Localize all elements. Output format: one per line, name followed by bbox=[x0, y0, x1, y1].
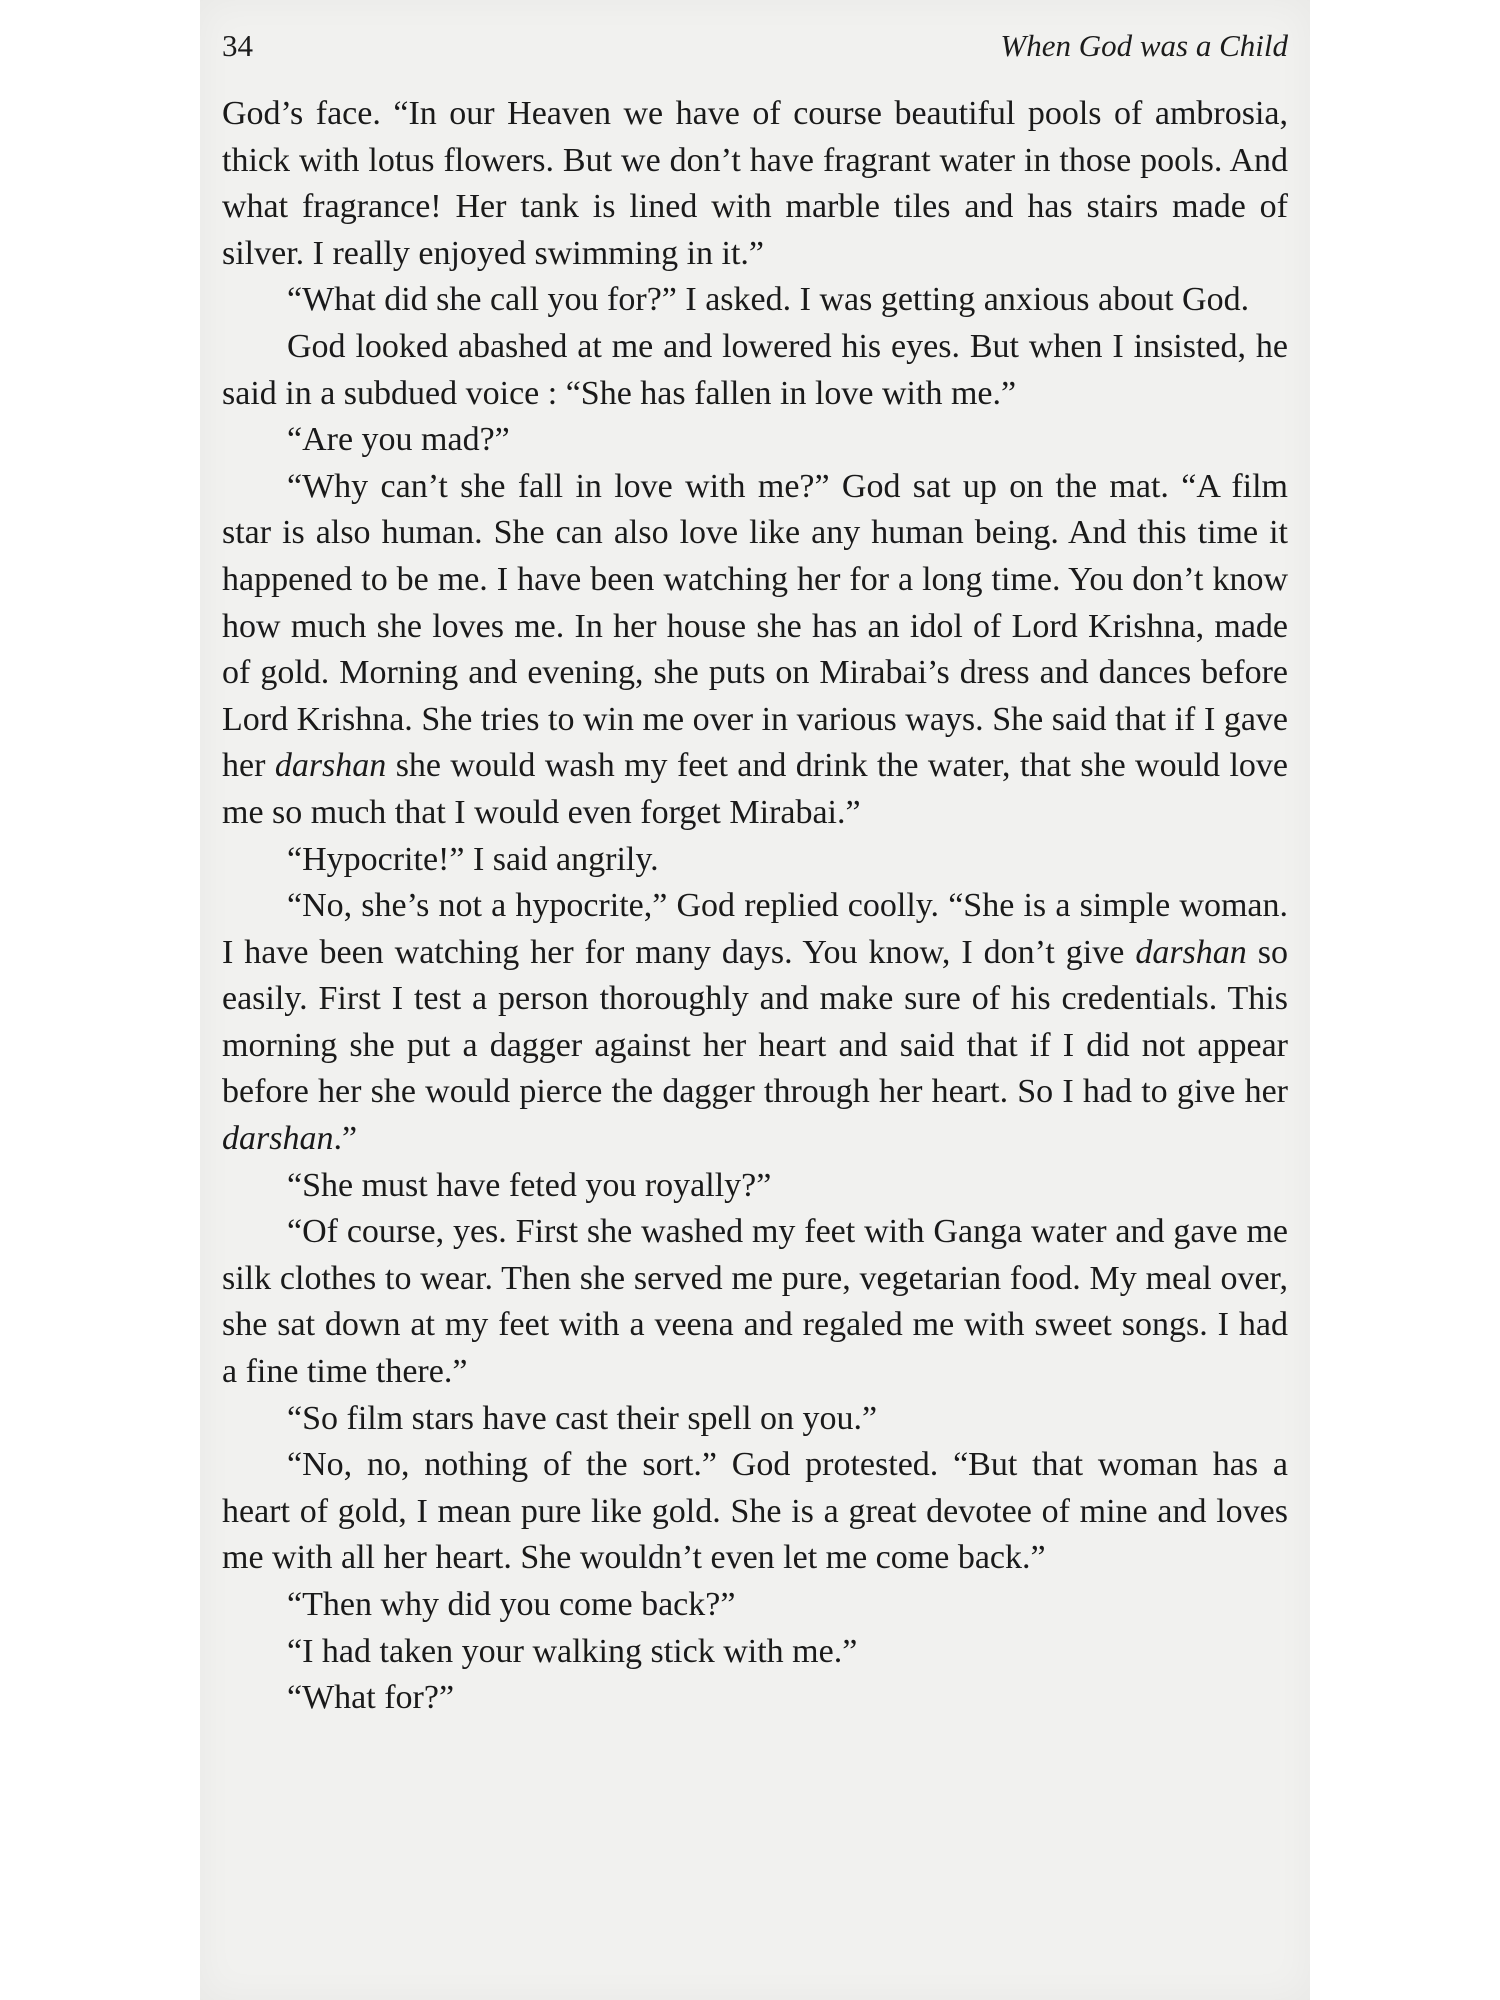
italic-term: darshan bbox=[1135, 933, 1247, 971]
paragraph bbox=[222, 277, 1288, 324]
text-segment: she would wash my feet and drink the water, that she would love me so much that I would even forget Mirabai.” bbox=[222, 747, 1288, 831]
text-segment: “So film stars have cast their spell on you.” bbox=[287, 1399, 878, 1437]
text-segment: “Hypocrite!” I said angrily. bbox=[287, 840, 659, 878]
paragraph bbox=[222, 837, 1288, 884]
paragraph bbox=[222, 1163, 1288, 1210]
running-head: When God was a Child bbox=[1000, 28, 1288, 63]
paragraph bbox=[222, 464, 1288, 837]
text-segment: “Of course, yes. First she washed my feet with Ganga water and gave me silk clothes to wear. Then she served me pure, vegetarian food. My meal over, she sat down at my feet with a veena and regaled me with sweet songs. I had a fine time there.” bbox=[222, 1213, 1288, 1391]
text-segment: “Then why did you come back?” bbox=[287, 1586, 736, 1623]
italic-term: darshan bbox=[222, 1120, 334, 1158]
text-segment: “No, no, nothing of the sort.” God protested. “But that woman has a heart of gold, I mean pure like gold. She is a great devotee of mine and loves me with all her heart. She wouldn’t even let me come back.” bbox=[222, 1446, 1288, 1577]
text-segment: God looked abashed at me and lowered his eyes. But when I insisted, he said in a subdued voice : “She has fallen in love with me.” bbox=[222, 327, 1288, 412]
paragraph bbox=[222, 91, 1288, 277]
text-segment: “I had taken your walking stick with me.” bbox=[287, 1632, 858, 1670]
italic-term: darshan bbox=[274, 747, 387, 785]
text-segment: “No, she’s not a hypocrite,” God replied coolly. “She is a simple woman. I have been watching her for many days. You know, I don’t give bbox=[222, 887, 1288, 971]
page-header bbox=[222, 28, 1288, 76]
paragraph bbox=[222, 1442, 1288, 1582]
text-segment: “She must have feted you royally?” bbox=[287, 1166, 772, 1204]
text-segment: “Are you mad?” bbox=[287, 421, 510, 459]
paragraph bbox=[222, 324, 1288, 417]
paragraph bbox=[222, 1209, 1288, 1395]
text-segment: God’s face. “In our Heaven we have of course beautiful pools of ambrosia, thick with lotus flowers. But we don’t have fragrant water in those pools. And what fragrance! Her tank is lined with marble tiles and has stairs made of silver. I really enjoyed swimming in it.” bbox=[222, 95, 1288, 272]
book-page bbox=[200, 0, 1310, 2000]
paragraph bbox=[222, 417, 1288, 464]
text-segment: “What for?” bbox=[287, 1679, 455, 1717]
text-segment: .” bbox=[333, 1120, 358, 1158]
paragraph bbox=[222, 1629, 1288, 1676]
paragraph bbox=[222, 883, 1288, 1163]
text-segment: “Why can’t she fall in love with me?” God sat up on the mat. “A film star is also human. She can also love like any human being. And this time it happened to be me. I have been watching her for a long time. You don’t know how much she loves me. In her house she has an idol of Lord Krishna, made of gold. Morning and evening, she puts on Mirabai’s dress and dances before Lord Krishna. She tries to win me over in various ways. She said that if I gave her bbox=[222, 467, 1288, 785]
page-number: 34 bbox=[222, 28, 253, 63]
text-segment: “What did she call you for?” I asked. I was getting anxious about God. bbox=[287, 281, 1250, 319]
text-segment: so easily. First I test a person thoroughly and make sure of his credentials. This morning she put a dagger against her heart and said that if I did not appear before her she would pierce the dagger through her heart. So I had to give her bbox=[222, 933, 1288, 1111]
paragraph bbox=[222, 1396, 1288, 1443]
body-text bbox=[222, 91, 1288, 1722]
paragraph bbox=[222, 1675, 1288, 1722]
paragraph bbox=[222, 1582, 1288, 1629]
